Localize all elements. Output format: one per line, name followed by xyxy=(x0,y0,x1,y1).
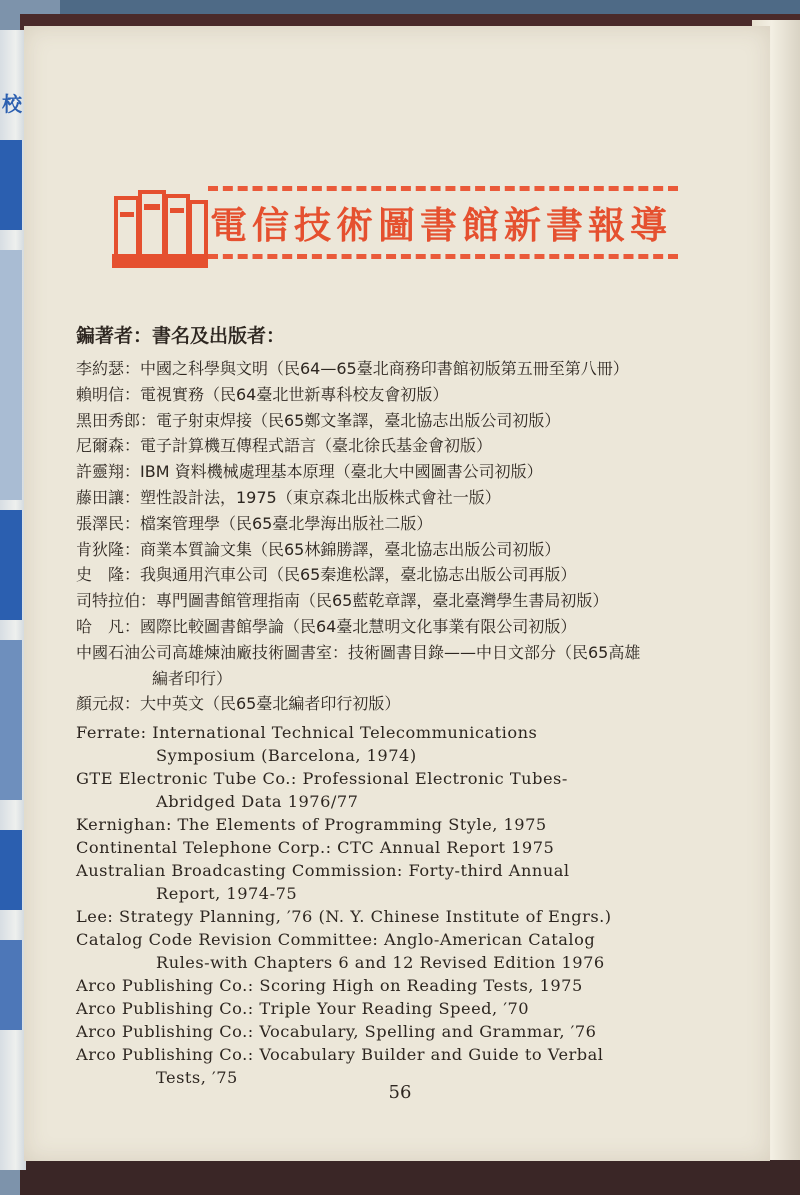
banner-dash-top xyxy=(208,186,678,191)
list-item xyxy=(76,356,716,382)
photo-strip xyxy=(0,830,22,910)
entry-text: 肯狄隆：商業本質論文集（民65林錦勝譯，臺北協志出版公司初版） xyxy=(76,539,561,559)
entry-text: Catalog Code Revision Committee: Anglo-American Catalog xyxy=(76,930,596,950)
entry-text: Arco Publishing Co.: Vocabulary, Spelling and Grammar, ′76 xyxy=(76,1022,597,1042)
list-item xyxy=(76,588,716,614)
entry-continuation: Symposium (Barcelona, 1974) xyxy=(156,746,417,766)
entry-text: 李約瑟：中國之科學與文明（民64—65臺北商務印書館初版第五冊至第八冊） xyxy=(76,359,629,378)
entry-text: 中國石油公司高雄煉油廠技術圖書室：技術圖書目錄——中日文部分（民65高雄 xyxy=(76,642,641,662)
entry-text: 許靈翔：IBM 資料機械處理基本原理（臺北大中國圖書公司初版） xyxy=(76,462,543,482)
entry-text: Arco Publishing Co.: Scoring High on Reading Tests, 1975 xyxy=(76,976,583,996)
photo-strip xyxy=(0,510,22,620)
list-item xyxy=(76,485,716,511)
entry-text: Australian Broadcasting Commission: Forty-third Annual xyxy=(76,861,570,881)
list-item xyxy=(76,691,716,717)
list-heading: 鍽著者：書名及出版者： xyxy=(76,325,286,347)
list-item xyxy=(76,382,716,408)
entry-continuation: 編者印行） xyxy=(152,668,233,688)
previous-page-edge xyxy=(0,30,26,1170)
entry-text: 尼爾森：電子計算機互傳程式語言（臺北徐氏基金會初版） xyxy=(76,436,493,456)
list-item xyxy=(76,537,716,563)
previous-page-fragment: 校 xyxy=(2,92,22,116)
entry-text: 顏元叔：大中英文（民65臺北編者印行初版） xyxy=(76,694,401,714)
entry-continuation: Report, 1974-75 xyxy=(156,884,298,904)
list-item xyxy=(76,408,716,434)
entry-text: 賴明信：電視實務（民64臺北世新專科校友會初版） xyxy=(76,384,449,404)
banner-dash-bottom xyxy=(208,254,678,259)
list-item xyxy=(76,928,716,974)
entry-text: GTE Electronic Tube Co.: Professional Electronic Tubes- xyxy=(76,769,568,789)
entry-continuation: Rules-with Chapters 6 and 12 Revised Edition 1976 xyxy=(156,953,605,973)
list-item xyxy=(76,562,716,588)
list-item xyxy=(76,836,716,859)
page-number: 56 xyxy=(388,1082,412,1103)
bookshelf-icon xyxy=(110,188,210,272)
list-item xyxy=(76,511,716,537)
list-item xyxy=(76,640,716,692)
banner-title: 電信技術圖書館新書報導 xyxy=(210,203,672,247)
list-item xyxy=(76,859,716,905)
entry-text: 哈 凡：國際比較圖書館學論（民64臺北慧明文化事業有限公司初版） xyxy=(76,616,577,636)
photo-strip xyxy=(0,140,22,230)
photo-strip xyxy=(0,940,22,1030)
entry-text: Kernighan: The Elements of Programming Style, 1975 xyxy=(76,815,547,835)
english-entries xyxy=(76,721,716,1089)
photo-strip xyxy=(0,250,22,500)
entry-text: 黑田秀郎：電子射束焊接（民65鄭文峯譯，臺北協志出版公司初版） xyxy=(76,410,561,430)
chinese-entries xyxy=(76,356,716,717)
entry-text: Lee: Strategy Planning, ′76 (N. Y. Chinese Institute of Engrs.) xyxy=(76,907,612,927)
list-item xyxy=(76,813,716,836)
entry-text: Ferrate: International Technical Telecommunications xyxy=(76,723,538,743)
list-item xyxy=(76,905,716,928)
entry-text: Arco Publishing Co.: Vocabulary Builder and Guide to Verbal xyxy=(76,1045,604,1065)
list-item xyxy=(76,974,716,997)
photo-strip xyxy=(0,640,22,800)
entry-continuation: Tests, ′75 xyxy=(156,1068,238,1088)
entry-text: 史 隆：我與通用汽車公司（民65秦進松譯，臺北協志出版公司再版） xyxy=(76,565,577,585)
list-item xyxy=(76,459,716,485)
list-item xyxy=(76,614,716,640)
entry-text: 藤田讓：塑性設計法，1975（東京森北出版株式會社一版） xyxy=(76,487,501,507)
list-item xyxy=(76,721,716,767)
content-body xyxy=(76,286,716,1089)
entry-text: 司特拉伯：專門圖書館管理指南（民65藍乾章譯，臺北臺灣學生書局初版） xyxy=(76,591,609,611)
list-item xyxy=(76,433,716,459)
list-item xyxy=(76,767,716,813)
section-banner xyxy=(110,160,670,280)
entry-text: 張澤民：檔案管理學（民65臺北學海出版社二版） xyxy=(76,513,433,533)
entry-text: Continental Telephone Corp.: CTC Annual Report 1975 xyxy=(76,838,555,858)
entry-continuation: Abridged Data 1976/77 xyxy=(156,792,359,812)
list-item xyxy=(76,1020,716,1043)
entry-text: Arco Publishing Co.: Triple Your Reading Speed, ′70 xyxy=(76,999,530,1019)
list-item xyxy=(76,997,716,1020)
